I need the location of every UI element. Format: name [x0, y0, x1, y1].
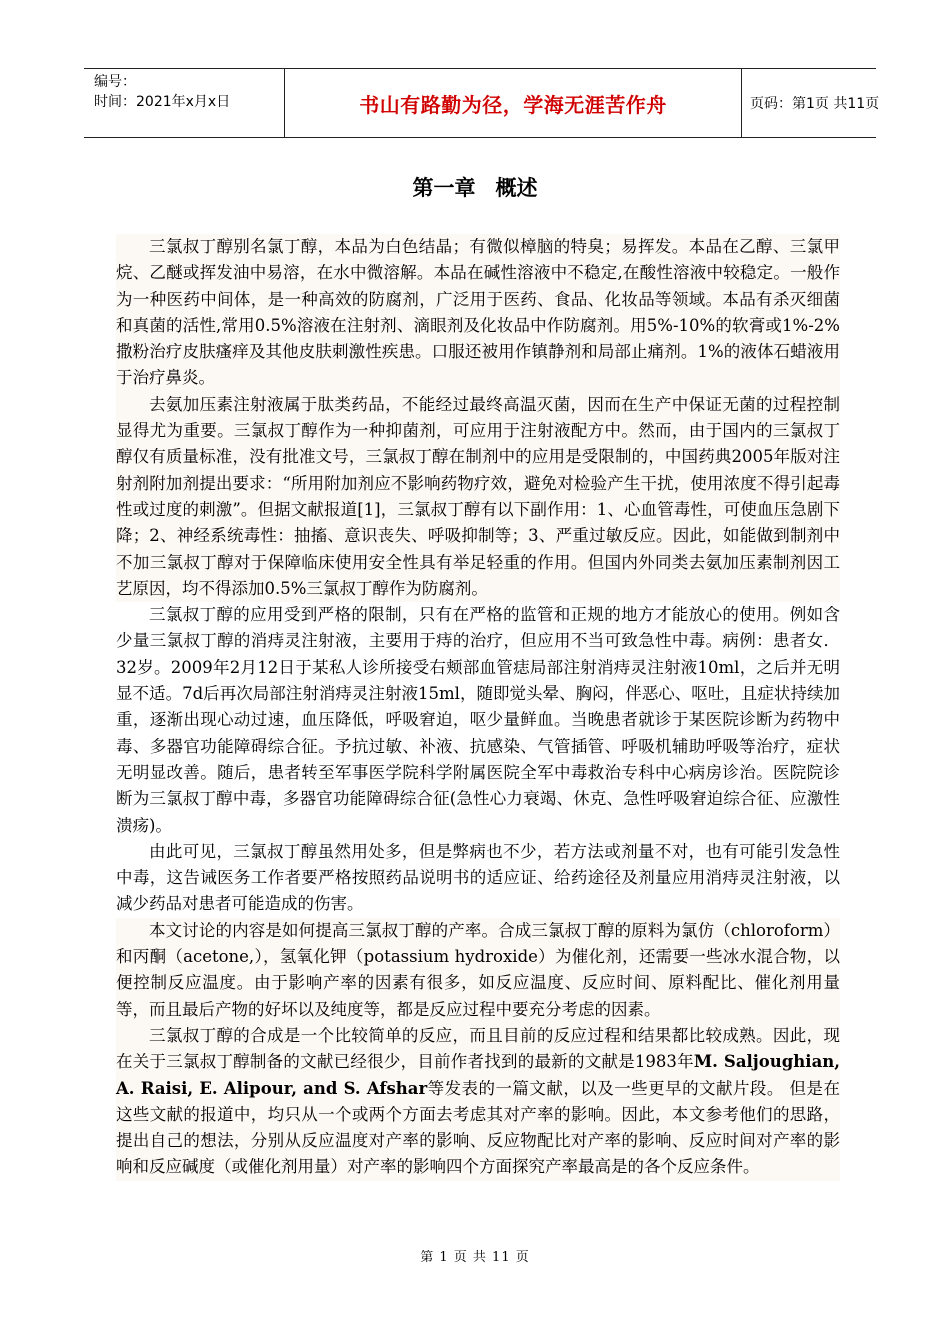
paragraph-literature [116, 1023, 840, 1181]
header-motto: 书山有路勤为径，学海无涯苦作舟 [359, 92, 667, 117]
header-meta [84, 69, 284, 137]
chapter-name: 概述 [495, 176, 538, 200]
header-page-label: 页码：第1页 共11页 [750, 96, 880, 112]
page-footer: 第 1 页 共 11 页 [420, 1250, 530, 1265]
chapter-title [0, 172, 950, 202]
body-text [116, 234, 840, 1181]
header-table [84, 68, 880, 138]
chapter-number: 第一章 [412, 176, 476, 200]
document-time-label: 时间：2021年x月x日 [94, 94, 231, 110]
literature-text-after: 等发表的一篇文献，以及一些更早的文献片段。 但是在这些文献的报道中，均只从一个或两个方面去考虑其对产率的影响。因此，本文参考他们的思路，提出自己的想法，分别从反应温度对产率的影响、反应物配比对产率的影响、反应时间对产率的影响和反应碱度（或催化剂用量）对产率的影响四个方面探究产率最高是的各个反应条件。 [116, 1078, 840, 1177]
paragraph-synthesis: 本文讨论的内容是如何提高三氯叔丁醇的产率。合成三氯叔丁醇的原料为氯仿（chloroform）和丙酮（acetone,），氢氧化钾（potassium hydroxide）为催化剂，还需要一些冰水混合物，以便控制反应温度。由于影响产率的因素有很多，如反应温度、反应时间、原料配比、催化剂用量等，而且最后产物的好坏以及纯度等，都是反应过程中要充分考虑的因素。 [116, 918, 840, 1023]
paragraph-conclusion: 由此可见，三氯叔丁醇虽然用处多，但是弊病也不少，若方法或剂量不对，也有可能引发急性中毒，这告诫医务工作者要严格按照药品说明书的适应证、给药途径及剂量应用消痔灵注射液，以减少药品对患者可能造成的伤害。 [116, 841, 840, 914]
literature-text-before: 三氯叔丁醇的合成是一个比较简单的反应，而且目前的反应过程和结果都比较成熟。因此，现在关于三氯叔丁醇制备的文献已经很少，目前作者找到的最新的文献是1983年 [116, 1025, 840, 1072]
paragraph-case-report: 三氯叔丁醇的应用受到严格的限制，只有在严格的监管和正规的地方才能放心的使用。例如含少量三氯叔丁醇的消痔灵注射液，主要用于痔的治疗，但应用不当可致急性中毒。病例：患者女．32岁。2009年2月12日于某私人诊所接受右颊部血管痣局部注射消痔灵注射液10ml，之后并无明显不适。7d后再次局部注射消痔灵注射液15ml，随即觉头晕、胸闷，伴恶心、呕吐，且症状持续加重，逐渐出现心动过速，血压降低，呼吸窘迫，呕少量鲜血。当晚患者就诊于某医院诊断为药物中毒、多器官功能障碍综合征。予抗过敏、补液、抗感染、气管插管、呼吸机辅助呼吸等治疗，症状无明显改善。随后，患者转至军事医学院科学附属医院全军中毒救治专科中心病房诊治。医院院诊断为三氯叔丁醇中毒，多器官功能障碍综合征(急性心力衰竭、休克、急性呼吸窘迫综合征、应激性溃疡)。 [116, 605, 840, 835]
document-number-label: 编号： [94, 74, 136, 90]
paragraph-intro: 三氯叔丁醇别名氯丁醇，本品为白色结晶；有微似樟脑的特臭；易挥发。本品在乙醇、三氯甲烷、乙醚或挥发油中易溶，在水中微溶解。本品在碱性溶液中不稳定,在酸性溶液中较稳定。一般作为一种医药中间体，是一种高效的防腐剂，广泛用于医药、食品、化妆品等领域。本品有杀灭细菌和真菌的活性,常用0.5%溶液在注射剂、滴眼剂及化妆品中作防腐剂。用5%-10%的软膏或1%-2%撒粉治疗皮肤瘙痒及其他皮肤刺激性疾患。口服还被用作镇静剂和局部止痛剂。1%的液体石蜡液用于治疗鼻炎。 [116, 234, 840, 392]
paragraph-desmopressin: 去氨加压素注射液属于肽类药品，不能经过最终高温灭菌，因而在生产中保证无菌的过程控制显得尤为重要。三氯叔丁醇作为一种抑菌剂，可应用于注射液配方中。然而，由于国内的三氯叔丁醇仅有质量标准，没有批准文号，三氯叔丁醇在制剂中的应用是受限制的，中国药典2005年版对注射剂附加剂提出要求：“所用附加剂应不影响药物疗效，避免对检验产生干扰，使用浓度不得引起毒性或过度的刺激”。但据文献报道[1]，三氯叔丁醇有以下副作用：1、心血管毒性，可使血压急剧下降；2、神经系统毒性：抽搐、意识丧失、呼吸抑制等；3、严重过敏反应。因此，如能做到制剂中不加三氯叔丁醇对于保障临床使用安全性具有举足轻重的作用。但国内外同类去氨加压素制剂因工艺原因，均不得添加0.5%三氯叔丁醇作为防腐剂。 [116, 392, 840, 602]
literature-authors: M. Saljoughian, A. Raisi, E. Alipour, and S. Afshar [116, 1052, 840, 1098]
